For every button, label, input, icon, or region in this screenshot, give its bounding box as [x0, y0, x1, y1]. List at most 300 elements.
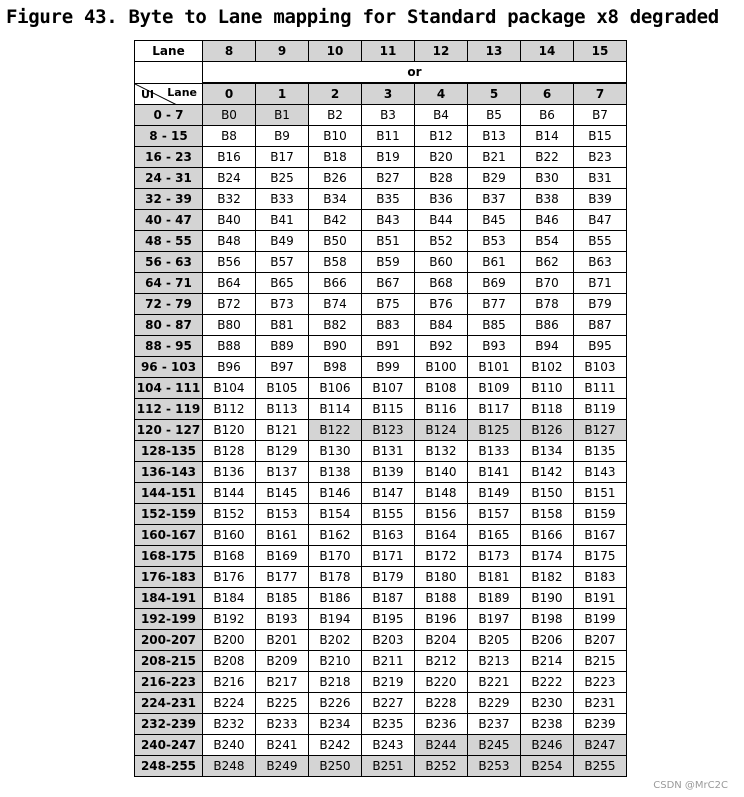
- byte-cell: B207: [574, 630, 627, 651]
- ui-range-cell: 16 - 23: [135, 147, 203, 168]
- byte-cell: B120: [203, 420, 256, 441]
- byte-cell: B49: [256, 231, 309, 252]
- ui-range-cell: 72 - 79: [135, 294, 203, 315]
- byte-cell: B137: [256, 462, 309, 483]
- byte-cell: B171: [362, 546, 415, 567]
- byte-cell: B90: [309, 336, 362, 357]
- byte-cell: B169: [256, 546, 309, 567]
- byte-cell: B217: [256, 672, 309, 693]
- ui-range-cell: 192-199: [135, 609, 203, 630]
- byte-cell: B88: [203, 336, 256, 357]
- table-row: [135, 231, 627, 252]
- table-row: [135, 105, 627, 126]
- byte-cell: B204: [415, 630, 468, 651]
- ui-range-cell: 176-183: [135, 567, 203, 588]
- byte-cell: B233: [256, 714, 309, 735]
- ui-range-cell: 168-175: [135, 546, 203, 567]
- byte-cell: B122: [309, 420, 362, 441]
- byte-cell: B194: [309, 609, 362, 630]
- byte-cell: B48: [203, 231, 256, 252]
- byte-cell: B79: [574, 294, 627, 315]
- byte-cell: B74: [309, 294, 362, 315]
- byte-cell: B78: [521, 294, 574, 315]
- byte-cell: B51: [362, 231, 415, 252]
- byte-cell: B39: [574, 189, 627, 210]
- byte-cell: B192: [203, 609, 256, 630]
- table-row: [135, 441, 627, 462]
- table-row: [135, 294, 627, 315]
- byte-cell: B196: [415, 609, 468, 630]
- or-label: or: [203, 62, 627, 84]
- byte-cell: B118: [521, 399, 574, 420]
- byte-cell: B243: [362, 735, 415, 756]
- ui-range-cell: 8 - 15: [135, 126, 203, 147]
- lane-header-cell: 10: [309, 41, 362, 62]
- byte-cell: B186: [309, 588, 362, 609]
- byte-cell: B84: [415, 315, 468, 336]
- byte-cell: B95: [574, 336, 627, 357]
- byte-cell: B175: [574, 546, 627, 567]
- byte-cell: B129: [256, 441, 309, 462]
- byte-cell: B18: [309, 147, 362, 168]
- table-row: [135, 672, 627, 693]
- lane-header-cell: 2: [309, 83, 362, 105]
- table-row: [135, 525, 627, 546]
- byte-cell: B168: [203, 546, 256, 567]
- lane-header-cell: 12: [415, 41, 468, 62]
- byte-cell: B143: [574, 462, 627, 483]
- table-row: [135, 735, 627, 756]
- byte-cell: B190: [521, 588, 574, 609]
- byte-cell: B241: [256, 735, 309, 756]
- byte-cell: B59: [362, 252, 415, 273]
- byte-cell: B231: [574, 693, 627, 714]
- byte-cell: B223: [574, 672, 627, 693]
- byte-cell: B224: [203, 693, 256, 714]
- lane-header-cell: 9: [256, 41, 309, 62]
- byte-cell: B71: [574, 273, 627, 294]
- byte-cell: B184: [203, 588, 256, 609]
- byte-cell: B115: [362, 399, 415, 420]
- byte-cell: B181: [468, 567, 521, 588]
- byte-cell: B130: [309, 441, 362, 462]
- byte-cell: B214: [521, 651, 574, 672]
- table-row: [135, 399, 627, 420]
- byte-cell: B75: [362, 294, 415, 315]
- byte-cell: B89: [256, 336, 309, 357]
- byte-cell: B159: [574, 504, 627, 525]
- byte-cell: B20: [415, 147, 468, 168]
- byte-cell: B77: [468, 294, 521, 315]
- byte-cell: B144: [203, 483, 256, 504]
- byte-cell: B225: [256, 693, 309, 714]
- byte-cell: B126: [521, 420, 574, 441]
- byte-cell: B163: [362, 525, 415, 546]
- byte-cell: B80: [203, 315, 256, 336]
- byte-cell: B141: [468, 462, 521, 483]
- byte-cell: B23: [574, 147, 627, 168]
- byte-cell: B33: [256, 189, 309, 210]
- byte-cell: B83: [362, 315, 415, 336]
- byte-cell: B191: [574, 588, 627, 609]
- byte-cell: B127: [574, 420, 627, 441]
- ui-range-cell: 184-191: [135, 588, 203, 609]
- table-row: [135, 378, 627, 399]
- byte-cell: B54: [521, 231, 574, 252]
- byte-cell: B155: [362, 504, 415, 525]
- byte-cell: B123: [362, 420, 415, 441]
- byte-cell: B61: [468, 252, 521, 273]
- byte-cell: B0: [203, 105, 256, 126]
- table-row: [135, 504, 627, 525]
- ui-range-cell: 80 - 87: [135, 315, 203, 336]
- byte-cell: B28: [415, 168, 468, 189]
- byte-cell: B66: [309, 273, 362, 294]
- byte-cell: B44: [415, 210, 468, 231]
- byte-cell: B177: [256, 567, 309, 588]
- byte-cell: B170: [309, 546, 362, 567]
- lane-header-cell: 6: [521, 83, 574, 105]
- byte-cell: B252: [415, 756, 468, 777]
- ui-range-cell: 160-167: [135, 525, 203, 546]
- table-row: [135, 462, 627, 483]
- byte-cell: B162: [309, 525, 362, 546]
- byte-cell: B67: [362, 273, 415, 294]
- byte-cell: B236: [415, 714, 468, 735]
- byte-cell: B166: [521, 525, 574, 546]
- byte-cell: B85: [468, 315, 521, 336]
- ui-range-cell: 112 - 119: [135, 399, 203, 420]
- ui-range-cell: 88 - 95: [135, 336, 203, 357]
- byte-cell: B72: [203, 294, 256, 315]
- byte-cell: B12: [415, 126, 468, 147]
- upper-lane-label: Lane: [135, 41, 203, 62]
- byte-cell: B221: [468, 672, 521, 693]
- byte-cell: B185: [256, 588, 309, 609]
- byte-cell: B2: [309, 105, 362, 126]
- byte-cell: B198: [521, 609, 574, 630]
- byte-cell: B93: [468, 336, 521, 357]
- ui-range-cell: 104 - 111: [135, 378, 203, 399]
- byte-cell: B149: [468, 483, 521, 504]
- byte-cell: B41: [256, 210, 309, 231]
- byte-cell: B179: [362, 567, 415, 588]
- byte-cell: B92: [415, 336, 468, 357]
- figure-title: Figure 43. Byte to Lane mapping for Standard package x8 degraded: [6, 6, 719, 28]
- byte-cell: B193: [256, 609, 309, 630]
- lane-ui-corner-cell: [135, 83, 203, 105]
- table-row: [135, 126, 627, 147]
- byte-cell: B197: [468, 609, 521, 630]
- ui-range-cell: 48 - 55: [135, 231, 203, 252]
- byte-cell: B174: [521, 546, 574, 567]
- byte-cell: B87: [574, 315, 627, 336]
- lane-header-cell: 4: [415, 83, 468, 105]
- byte-cell: B211: [362, 651, 415, 672]
- lane-header-cell: 15: [574, 41, 627, 62]
- byte-cell: B200: [203, 630, 256, 651]
- byte-cell: B229: [468, 693, 521, 714]
- byte-cell: B99: [362, 357, 415, 378]
- ui-range-cell: 224-231: [135, 693, 203, 714]
- byte-cell: B183: [574, 567, 627, 588]
- byte-cell: B113: [256, 399, 309, 420]
- byte-cell: B68: [415, 273, 468, 294]
- table-row: [135, 756, 627, 777]
- byte-cell: B100: [415, 357, 468, 378]
- ui-range-cell: 96 - 103: [135, 357, 203, 378]
- byte-cell: B145: [256, 483, 309, 504]
- byte-cell: B15: [574, 126, 627, 147]
- byte-cell: B111: [574, 378, 627, 399]
- byte-cell: B187: [362, 588, 415, 609]
- byte-cell: B172: [415, 546, 468, 567]
- byte-cell: B213: [468, 651, 521, 672]
- byte-cell: B86: [521, 315, 574, 336]
- or-row: [135, 62, 627, 84]
- byte-cell: B69: [468, 273, 521, 294]
- byte-cell: B138: [309, 462, 362, 483]
- byte-cell: B203: [362, 630, 415, 651]
- byte-cell: B94: [521, 336, 574, 357]
- ui-range-cell: 0 - 7: [135, 105, 203, 126]
- byte-cell: B117: [468, 399, 521, 420]
- byte-cell: B116: [415, 399, 468, 420]
- byte-cell: B108: [415, 378, 468, 399]
- lower-lane-header-row: [135, 83, 627, 105]
- byte-cell: B8: [203, 126, 256, 147]
- byte-cell: B212: [415, 651, 468, 672]
- byte-cell: B128: [203, 441, 256, 462]
- byte-cell: B150: [521, 483, 574, 504]
- byte-cell: B151: [574, 483, 627, 504]
- byte-cell: B239: [574, 714, 627, 735]
- byte-cell: B156: [415, 504, 468, 525]
- byte-cell: B135: [574, 441, 627, 462]
- byte-cell: B27: [362, 168, 415, 189]
- byte-cell: B10: [309, 126, 362, 147]
- byte-cell: B251: [362, 756, 415, 777]
- byte-cell: B98: [309, 357, 362, 378]
- byte-cell: B60: [415, 252, 468, 273]
- table-row: [135, 693, 627, 714]
- table-row: [135, 714, 627, 735]
- byte-cell: B124: [415, 420, 468, 441]
- byte-cell: B250: [309, 756, 362, 777]
- byte-cell: B4: [415, 105, 468, 126]
- byte-cell: B188: [415, 588, 468, 609]
- ui-range-cell: 136-143: [135, 462, 203, 483]
- byte-cell: B57: [256, 252, 309, 273]
- byte-cell: B238: [521, 714, 574, 735]
- byte-cell: B112: [203, 399, 256, 420]
- byte-cell: B158: [521, 504, 574, 525]
- byte-cell: B3: [362, 105, 415, 126]
- byte-cell: B242: [309, 735, 362, 756]
- byte-cell: B14: [521, 126, 574, 147]
- byte-cell: B142: [521, 462, 574, 483]
- table-row: [135, 630, 627, 651]
- ui-range-cell: 152-159: [135, 504, 203, 525]
- byte-cell: B206: [521, 630, 574, 651]
- byte-cell: B103: [574, 357, 627, 378]
- table-row: [135, 168, 627, 189]
- byte-cell: B52: [415, 231, 468, 252]
- byte-cell: B73: [256, 294, 309, 315]
- byte-cell: B63: [574, 252, 627, 273]
- byte-cell: B189: [468, 588, 521, 609]
- ui-range-cell: 144-151: [135, 483, 203, 504]
- byte-cell: B165: [468, 525, 521, 546]
- byte-cell: B9: [256, 126, 309, 147]
- byte-cell: B26: [309, 168, 362, 189]
- byte-cell: B147: [362, 483, 415, 504]
- table-row: [135, 147, 627, 168]
- table-row: [135, 420, 627, 441]
- byte-cell: B70: [521, 273, 574, 294]
- ui-range-cell: 232-239: [135, 714, 203, 735]
- byte-cell: B101: [468, 357, 521, 378]
- ui-range-cell: 120 - 127: [135, 420, 203, 441]
- byte-cell: B105: [256, 378, 309, 399]
- byte-cell: B76: [415, 294, 468, 315]
- byte-cell: B22: [521, 147, 574, 168]
- byte-cell: B226: [309, 693, 362, 714]
- byte-cell: B5: [468, 105, 521, 126]
- byte-cell: B46: [521, 210, 574, 231]
- table-row: [135, 252, 627, 273]
- byte-cell: B178: [309, 567, 362, 588]
- byte-cell: B222: [521, 672, 574, 693]
- byte-cell: B96: [203, 357, 256, 378]
- byte-cell: B228: [415, 693, 468, 714]
- byte-cell: B205: [468, 630, 521, 651]
- table-row: [135, 210, 627, 231]
- byte-cell: B133: [468, 441, 521, 462]
- byte-cell: B248: [203, 756, 256, 777]
- byte-cell: B195: [362, 609, 415, 630]
- byte-cell: B134: [521, 441, 574, 462]
- byte-cell: B247: [574, 735, 627, 756]
- byte-cell: B58: [309, 252, 362, 273]
- byte-cell: B64: [203, 273, 256, 294]
- table-row: [135, 651, 627, 672]
- byte-cell: B246: [521, 735, 574, 756]
- byte-cell: B53: [468, 231, 521, 252]
- byte-cell: B91: [362, 336, 415, 357]
- upper-lane-header-row: [135, 41, 627, 62]
- ui-range-cell: 32 - 39: [135, 189, 203, 210]
- byte-cell: B29: [468, 168, 521, 189]
- byte-cell: B219: [362, 672, 415, 693]
- table-row: [135, 273, 627, 294]
- byte-cell: B11: [362, 126, 415, 147]
- lane-header-cell: 0: [203, 83, 256, 105]
- table-row: [135, 546, 627, 567]
- byte-cell: B173: [468, 546, 521, 567]
- byte-cell: B47: [574, 210, 627, 231]
- byte-cell: B43: [362, 210, 415, 231]
- byte-cell: B1: [256, 105, 309, 126]
- byte-cell: B35: [362, 189, 415, 210]
- lane-header-cell: 3: [362, 83, 415, 105]
- byte-cell: B232: [203, 714, 256, 735]
- byte-cell: B55: [574, 231, 627, 252]
- byte-cell: B253: [468, 756, 521, 777]
- byte-cell: B37: [468, 189, 521, 210]
- byte-cell: B220: [415, 672, 468, 693]
- byte-cell: B157: [468, 504, 521, 525]
- byte-cell: B30: [521, 168, 574, 189]
- byte-cell: B199: [574, 609, 627, 630]
- byte-cell: B249: [256, 756, 309, 777]
- byte-cell: B139: [362, 462, 415, 483]
- lane-header-cell: 1: [256, 83, 309, 105]
- byte-cell: B36: [415, 189, 468, 210]
- byte-cell: B56: [203, 252, 256, 273]
- byte-cell: B230: [521, 693, 574, 714]
- byte-cell: B62: [521, 252, 574, 273]
- table-row: [135, 357, 627, 378]
- table-row: [135, 609, 627, 630]
- byte-cell: B237: [468, 714, 521, 735]
- byte-cell: B208: [203, 651, 256, 672]
- byte-cell: B215: [574, 651, 627, 672]
- corner-lane-label: Lane: [167, 85, 197, 99]
- byte-cell: B148: [415, 483, 468, 504]
- byte-cell: B6: [521, 105, 574, 126]
- byte-cell: B216: [203, 672, 256, 693]
- byte-cell: B218: [309, 672, 362, 693]
- byte-cell: B160: [203, 525, 256, 546]
- byte-cell: B102: [521, 357, 574, 378]
- byte-cell: B201: [256, 630, 309, 651]
- byte-cell: B97: [256, 357, 309, 378]
- byte-cell: B114: [309, 399, 362, 420]
- byte-cell: B227: [362, 693, 415, 714]
- byte-cell: B81: [256, 315, 309, 336]
- byte-cell: B34: [309, 189, 362, 210]
- byte-cell: B240: [203, 735, 256, 756]
- lane-header-cell: 13: [468, 41, 521, 62]
- ui-range-cell: 64 - 71: [135, 273, 203, 294]
- ui-range-cell: 240-247: [135, 735, 203, 756]
- ui-range-cell: 248-255: [135, 756, 203, 777]
- ui-range-cell: 216-223: [135, 672, 203, 693]
- lane-header-cell: 7: [574, 83, 627, 105]
- byte-cell: B244: [415, 735, 468, 756]
- byte-cell: B235: [362, 714, 415, 735]
- ui-range-cell: 24 - 31: [135, 168, 203, 189]
- lane-header-cell: 8: [203, 41, 256, 62]
- byte-cell: B16: [203, 147, 256, 168]
- table-row: [135, 483, 627, 504]
- byte-cell: B254: [521, 756, 574, 777]
- byte-cell: B210: [309, 651, 362, 672]
- table-body: [135, 41, 627, 777]
- byte-cell: B17: [256, 147, 309, 168]
- byte-cell: B7: [574, 105, 627, 126]
- byte-cell: B40: [203, 210, 256, 231]
- byte-cell: B107: [362, 378, 415, 399]
- byte-cell: B136: [203, 462, 256, 483]
- byte-cell: B234: [309, 714, 362, 735]
- byte-cell: B209: [256, 651, 309, 672]
- byte-cell: B161: [256, 525, 309, 546]
- byte-cell: B167: [574, 525, 627, 546]
- byte-cell: B154: [309, 504, 362, 525]
- byte-cell: B152: [203, 504, 256, 525]
